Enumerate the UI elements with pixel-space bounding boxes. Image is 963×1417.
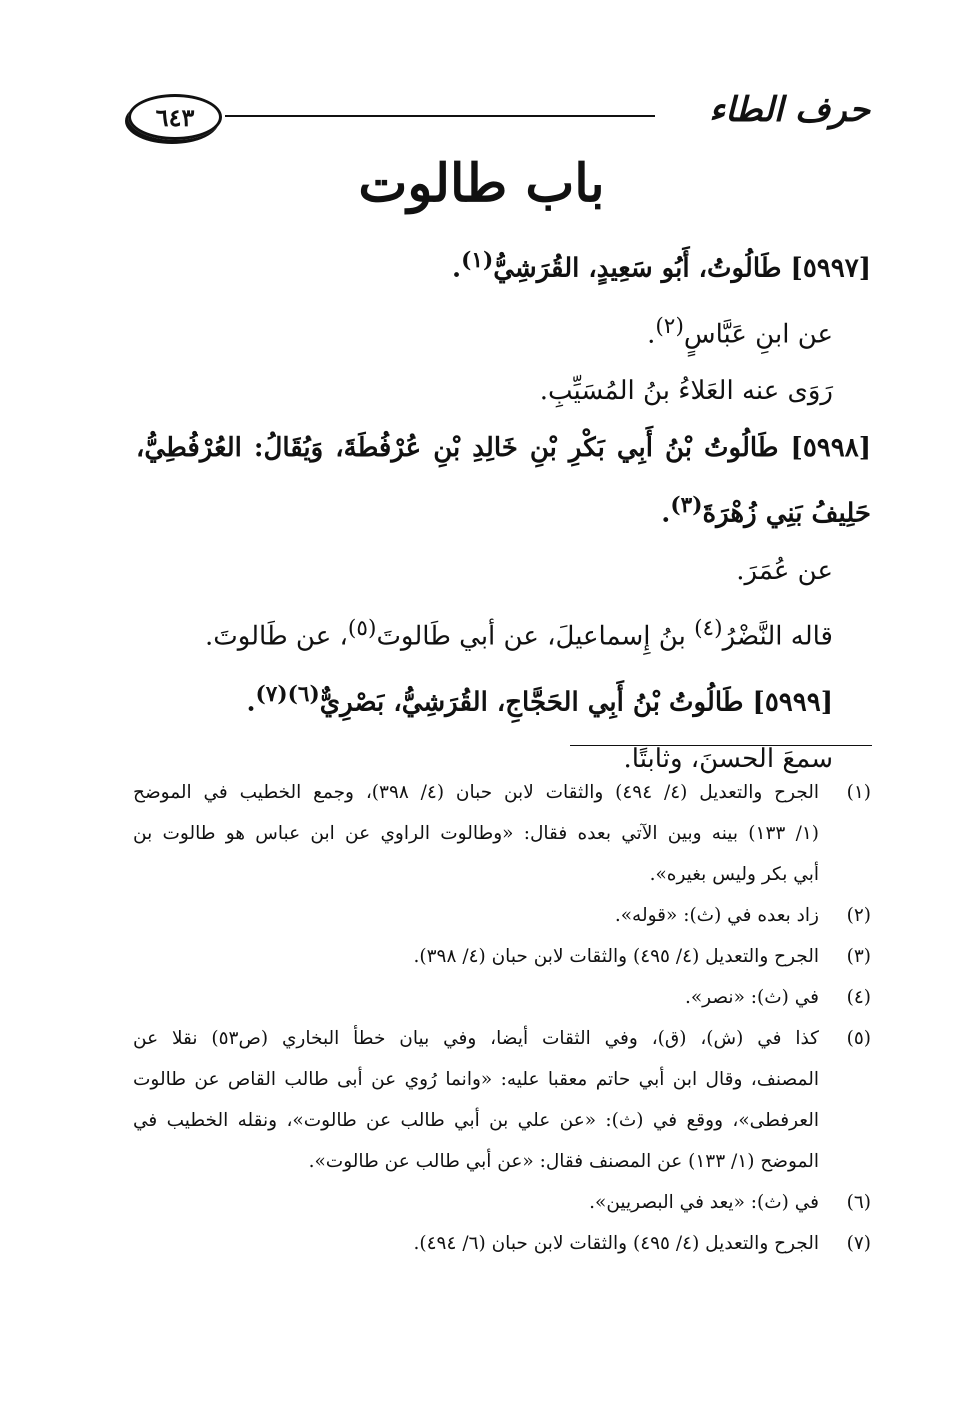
entry-number: [٥٩٩٧] [790, 253, 871, 284]
main-text [136, 232, 871, 788]
footnote-6 [133, 1182, 871, 1223]
entry-name: طَالُوتُ، أَبُو سَعِيدٍ، القُرَشِيُّ [493, 253, 782, 284]
footnote-line: أبي بكر وليس بغيره». [649, 864, 819, 885]
footnote-line: في (ث): «يعد في البصريين». [589, 1192, 819, 1213]
footnote-line: (١/ ١٣٣) بينه وبين الآتي بعده فقال: «وطالوت الراوي عن ابن عباس هو طالوت بن [133, 823, 819, 844]
footnote-1 [133, 772, 871, 895]
footnote-number: (٢) [846, 905, 871, 926]
footnote-7 [133, 1223, 871, 1264]
footnote-5 [133, 1018, 871, 1182]
footnote-line: الجرح والتعديل (٤/ ٤٩٤) والثقات لابن حبان (٤/ ٣٩٨)، وجمع الخطيب في الموضح [133, 782, 820, 803]
entry-name: حَلِيفُ بَنِي زُهْرَةَ [702, 498, 871, 529]
footnote-line: الجرح والتعديل (٤/ ٤٩٥) والثقات لابن حبان (٤/ ٣٩٨). [413, 946, 819, 967]
entry-5997-heading [136, 232, 871, 298]
punctuation: . [452, 253, 462, 284]
entry-number: [٥٩٩٩] [752, 687, 833, 718]
footnote-line: الجرح والتعديل (٤/ ٤٩٥) والثقات لابن حبان (٦/ ٤٩٤). [413, 1233, 819, 1254]
footnote-ref: (٤) [694, 615, 723, 641]
footnote-number: (٦) [846, 1192, 871, 1213]
entry-name: طَالُوتُ بْنُ أَبِي بَكْرِ بْنِ خَالِدِ بْنِ عُرْفُطَةَ، وَيُقَالُ: العُرْفُطِيُّ، [136, 433, 779, 464]
entry-number: [٥٩٩٨] [790, 433, 871, 464]
footnote-2 [133, 895, 871, 936]
footnote-3 [133, 936, 871, 977]
punctuation: . [246, 687, 256, 718]
footnote-number: (١) [846, 782, 871, 803]
page-header [120, 88, 870, 148]
footnote-4 [133, 977, 871, 1018]
footnotes [133, 772, 871, 1264]
running-title: حرف الطاء [709, 90, 870, 130]
entry-name: طَالُوتُ بْنُ أَبِي الحَجَّاجِ، القُرَشِيُّ، بَصْرِيٌّ [319, 687, 744, 718]
entry-5999-heading [136, 666, 871, 732]
entry-5999-line: سمعَ الحسنَ، وثابتًا. [623, 744, 833, 775]
entry-5998-heading [136, 420, 871, 477]
footnote-ref: (٢) [655, 313, 684, 339]
footnote-number: (٧) [846, 1233, 871, 1254]
footnote-line: الموضح (١/ ١٣٣) عن المصنف فقال: «عن أبي طالب عن طالوت». [308, 1151, 819, 1172]
footnote-line: العرفطى»، ووقع في (ث): «عن علي بن أبي طالب عن طالوت»، ونقله الخطيب في [133, 1110, 819, 1131]
entry-5998-heading-cont [136, 477, 871, 543]
footnote-separator [570, 745, 872, 746]
footnote-line: زاد بعده في (ث): «قوله». [614, 905, 819, 926]
footnote-ref: (٣) [670, 493, 703, 519]
narration-text: ، عن طَالوتَ. [204, 621, 348, 652]
footnote-number: (٥) [846, 1028, 871, 1049]
chapter-title: باب طالوت [358, 153, 605, 214]
punctuation: . [661, 498, 671, 529]
entry-5998-line [136, 600, 871, 666]
footnote-line: المصنف، وقال ابن أبي حاتم معقبا عليه: «وانما رُوي عن أبى طالب القاص عن طالوت [133, 1069, 819, 1090]
footnote-line: في (ث): «نصر». [684, 987, 819, 1008]
footnote-ref: (٦)(٧) [255, 681, 320, 707]
page-number-frame [128, 94, 222, 140]
footnote-number: (٤) [846, 987, 871, 1008]
footnote-line: كذا في (ش)، (ق)، وفي الثقات أيضا، وفي بيان خطأ البخاري (ص٥٣) نقلا عن [133, 1028, 819, 1049]
narration-text: بنُ إِسماعيلَ، عن أبي طَالوتَ [376, 621, 695, 652]
page-number: ٦٤٣ [155, 102, 195, 132]
punctuation: . [647, 319, 656, 350]
footnote-number: (٣) [846, 946, 871, 967]
narration-text: عن ابنِ عَبَّاسٍ [683, 319, 833, 350]
narration-text: قاله النَّضْرُ [722, 621, 833, 652]
entry-5998-line: عن عُمَرَ. [736, 555, 833, 586]
header-rule [225, 115, 655, 117]
footnote-ref: (١) [461, 248, 494, 273]
entry-5997-line: رَوَى عنه العَلاءُ بنُ المُسَيِّبِ. [539, 376, 833, 407]
footnote-ref: (٥) [347, 615, 377, 641]
entry-5997-line [136, 298, 871, 364]
